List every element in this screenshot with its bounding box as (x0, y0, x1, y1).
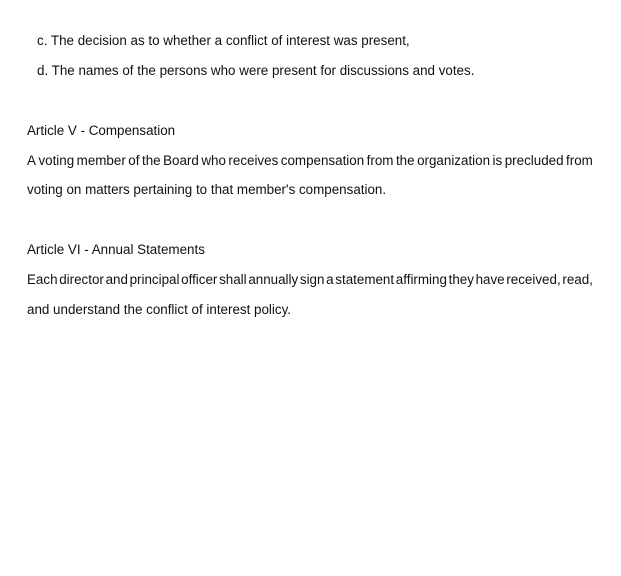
word: voting (38, 153, 75, 168)
word: a (326, 272, 334, 287)
word: is (492, 153, 503, 168)
word: read, (562, 272, 593, 287)
article-vi-line-2: and understand the conflict of interest policy. (27, 302, 292, 317)
word: sign (299, 272, 325, 287)
word: statement (335, 272, 395, 287)
word: annually (248, 272, 299, 287)
word: the (395, 153, 415, 168)
list-item-c: c. The decision as to whether a conflict of interest was present, (37, 33, 410, 48)
word: the (141, 153, 161, 168)
word: officer (181, 272, 218, 287)
word: receives (228, 153, 279, 168)
word: Board (163, 153, 199, 168)
word: affirming (395, 272, 447, 287)
word: compensation (280, 153, 365, 168)
word: principal (129, 272, 180, 287)
word: from (366, 153, 394, 168)
word: director (59, 272, 104, 287)
article-v-heading: Article V - Compensation (27, 123, 176, 138)
word: Each (27, 272, 58, 287)
word: they (448, 272, 474, 287)
word: precluded (504, 153, 564, 168)
article-vi-heading: Article VI - Annual Statements (27, 242, 205, 257)
word: shall (219, 272, 247, 287)
article-vi-line-1 (27, 271, 593, 289)
word: received, (506, 272, 561, 287)
word: have (475, 272, 505, 287)
word: organization (417, 153, 491, 168)
list-item-d: d. The names of the persons who were present for discussions and votes. (37, 63, 475, 78)
word: A (27, 153, 36, 168)
word: and (105, 272, 128, 287)
word: who (201, 153, 226, 168)
word: of (128, 153, 140, 168)
word: from (566, 153, 593, 168)
article-v-line-2: voting on matters pertaining to that member's compensation. (27, 182, 387, 197)
word: member (76, 153, 126, 168)
article-v-line-1 (27, 152, 593, 170)
